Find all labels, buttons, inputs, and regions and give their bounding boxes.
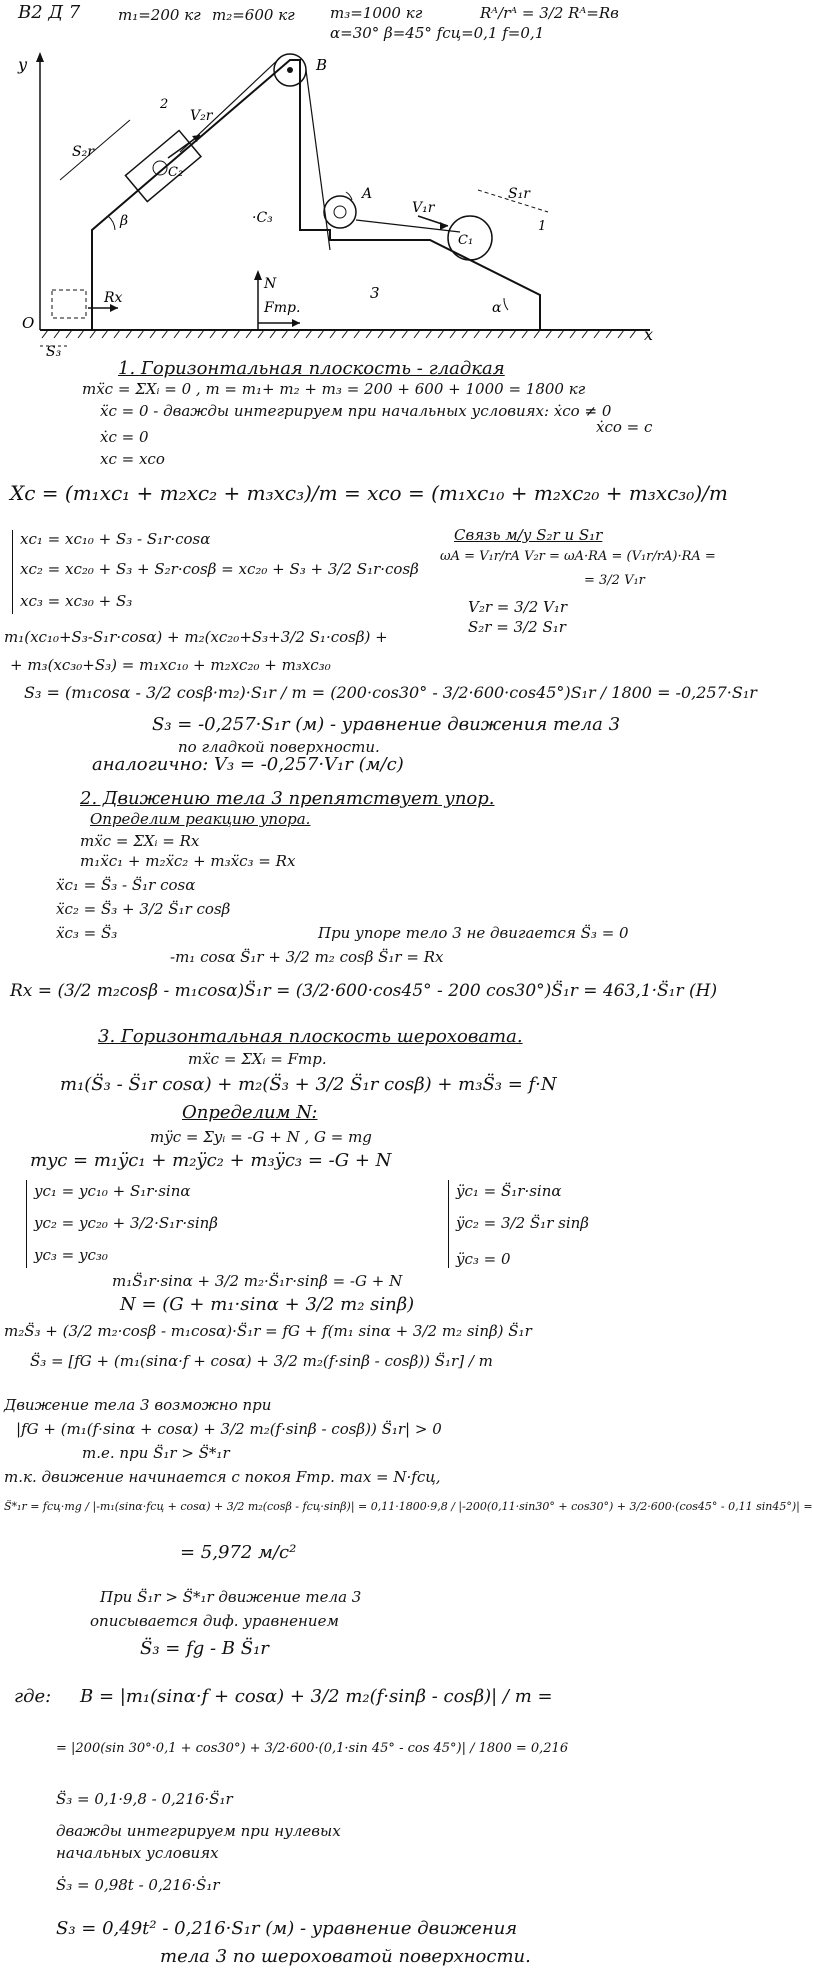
integrate-line1: дважды интегрируем при нулевых: [56, 1822, 341, 1840]
section3-line8: S̈₃ = [fG + (m₁(sinα·f + cosα) + 3/2 m₂(f·sinβ - cosβ)) S̈₁r] / m: [30, 1352, 493, 1370]
mass-m1: m₁=200 кг: [118, 6, 201, 24]
section1-line3: ẋc = 0: [100, 428, 149, 446]
section3-line1: mẍc = ΣXᵢ = Fтр.: [188, 1050, 327, 1068]
system-line2: xc₂ = xc₂₀ + S₃ + S₂r·cosβ = xc₂₀ + S₃ + 3/2 S₁r·cosβ: [20, 560, 419, 578]
y-axis-label: y: [18, 55, 28, 74]
rest-condition: т.к. движение начинается с покоя Fтр. max = N·fсц,: [4, 1468, 441, 1486]
section2-line5: ẍc₃ = S̈₃: [56, 924, 118, 942]
body2-center-label: C₂: [168, 165, 184, 180]
sum-line1: m₁(xc₁₀+S₃-S₁r·cosα) + m₂(xc₂₀+S₃+3/2 S₁·cosβ) +: [4, 628, 388, 646]
b-value: = |200(sin 30°·0,1 + cos30°) + 3/2·600·(0,1·sin 45° - cos 45°)| / 1800 = 0,216: [56, 1741, 569, 1756]
similar-velocity: аналогично: V₃ = -0,257·V₁r (м/с): [92, 754, 404, 775]
section1-line4: xc = xco: [100, 450, 165, 468]
system-brace: [12, 530, 13, 614]
yy-line1: ÿc₁ = S̈₁r·sinα: [456, 1182, 562, 1200]
body1-label: 1: [538, 219, 547, 234]
beta-label: β: [120, 213, 129, 229]
body2-label: 2: [160, 97, 169, 112]
origin-label: O: [22, 314, 35, 332]
section2-line1: mẍc = ΣXᵢ = Rx: [80, 832, 200, 850]
y-system-brace: [26, 1180, 27, 1268]
section1-title: 1. Горизонтальная плоскость - гладкая: [118, 358, 505, 379]
section3-line6: N = (G + m₁·sinα + 3/2 m₂ sinβ): [120, 1294, 415, 1315]
radius-ratio: Rᴬ/rᴬ = 3/2 Rᴬ=Rв: [480, 4, 619, 22]
yy-line3: ÿc₃ = 0: [456, 1250, 511, 1268]
y-line2: yc₂ = yc₂₀ + 3/2·S₁r·sinβ: [34, 1214, 218, 1232]
stop-condition: При упоре тело 3 не двигается S̈₃ = 0: [318, 924, 629, 942]
section3-line3: mÿc = Σyᵢ = -G + N , G = mg: [150, 1128, 372, 1146]
link-line2: = 3/2 V₁r: [584, 573, 645, 588]
motion-condition2: |fG + (m₁(f·sinα + cosα) + 3/2 m₂(f·sinβ - cosβ)) S̈₁r| > 0: [16, 1420, 442, 1438]
section2-line4: ẍc₂ = S̈₃ + 3/2 S̈₁r cosβ: [56, 900, 231, 918]
section3-title: 3. Горизонтальная плоскость шероховата.: [98, 1026, 523, 1047]
link-line4: S₂r = 3/2 S₁r: [468, 618, 566, 636]
variant-label: B2 Д 7: [18, 2, 81, 23]
section1-center-mass: Xc = (m₁xc₁ + m₂xc₂ + m₃xc₃)/m = xco = (m₁xc₁₀ + m₂xc₂₀ + m₃xc₃₀)/m: [10, 481, 728, 505]
rx-label: Rx: [104, 290, 123, 306]
where-label: где:: [14, 1686, 52, 1707]
s3-label: S₃: [46, 344, 62, 360]
s3-result: S₃ = -0,257·S₁r (м) - уравнение движения тела 3: [152, 714, 621, 735]
s2r-label: S₂r: [72, 144, 94, 160]
s3-result-line2: по гладкой поверхности.: [178, 738, 380, 756]
angles-and-friction: α=30° β=45° fсц=0,1 f=0,1: [330, 24, 545, 42]
pulley-a-label: A: [362, 186, 373, 202]
section3-line5: m₁S̈₁r·sinα + 3/2 m₂·S̈₁r·sinβ = -G + N: [112, 1272, 403, 1290]
link-line3: V₂r = 3/2 V₁r: [468, 598, 568, 616]
diff-equation: S̈₃ = fg - B S̈₁r: [140, 1638, 269, 1659]
displacement-equation: S₃ = 0,49t² - 0,216·S₁r (м) - уравнение движения: [56, 1918, 518, 1939]
ground-hatch: [42, 330, 636, 338]
critical-acceleration: S̈*₁r = fсц·mg / |-m₁(sinα·fсц + cosα) + 3/2 m₂(cosβ - fсц·sinβ)| = 0,11·1800·9,8 / |-200(0,11·sin30° + cos30°) + 3/2·600·(cos45° - 0,11 sin45°)| =: [4, 1500, 813, 1513]
yy-line2: ÿc₂ = 3/2 S̈₁r sinβ: [456, 1214, 589, 1232]
pulley-b-label: B: [316, 56, 328, 74]
section1-line2b: ẋco = c: [596, 418, 653, 436]
ftr-label: Fтр.: [264, 300, 301, 316]
section1-line1: mẍc = ΣXᵢ = 0 , m = m₁+ m₂ + m₃ = 200 + 600 + 1000 = 1800 кг: [82, 380, 586, 398]
numeric-equation: S̈₃ = 0,1·9,8 - 0,216·S̈₁r: [56, 1790, 233, 1808]
yy-system-brace: [448, 1180, 449, 1268]
section2-line3: ẍc₁ = S̈₃ - S̈₁r cosα: [56, 876, 196, 894]
b-formula: B = |m₁(sinα·f + cosα) + 3/2 m₂(f·sinβ - cosβ)| / m =: [80, 1686, 553, 1707]
integrate-line2: начальных условиях: [56, 1844, 219, 1862]
velocity-equation: Ṡ₃ = 0,98t - 0,216·Ṡ₁r: [56, 1876, 220, 1894]
mechanism-diagram: [0, 40, 700, 360]
y-line1: yc₁ = yc₁₀ + S₁r·sinα: [34, 1182, 191, 1200]
body3-label: 3: [370, 284, 380, 302]
s1r-label: S₁r: [508, 186, 530, 202]
motion-when1: При S̈₁r > S̈*₁r движение тела 3: [100, 1588, 362, 1606]
s3-formula: S₃ = (m₁cosα - 3/2 cosβ·m₂)·S₁r / m = (200·cos30° - 3/2·600·cos45°)S₁r / 1800 = -0,257·S₁r: [24, 683, 757, 702]
mass-m2: m₂=600 кг: [212, 6, 295, 24]
section1-line2: ẍc = 0 - дважды интегрируем при начальных условиях: ẋco ≠ 0: [100, 402, 612, 420]
x-axis-label: x: [644, 325, 654, 344]
normal-force-title: Определим N:: [182, 1102, 318, 1123]
motion-condition3: т.е. при S̈₁r > S̈*₁r: [82, 1444, 230, 1462]
section3-line2: m₁(S̈₃ - S̈₁r cosα) + m₂(S̈₃ + 3/2 S̈₁r cosβ) + m₃S̈₃ = f·N: [60, 1074, 557, 1095]
link-title: Связь м/у S₂r и S₁r: [454, 526, 603, 544]
v2r-label: V₂r: [190, 108, 213, 124]
mass-m3: m₃=1000 кг: [330, 4, 423, 22]
section2-subtitle: Определим реакцию упора.: [90, 810, 311, 828]
link-line1: ωA = V₁r/rA V₂r = ωA·RA = (V₁r/rA)·RA =: [440, 549, 716, 564]
stop-equation: -m₁ cosα S̈₁r + 3/2 m₂ cosβ S̈₁r = Rx: [170, 948, 444, 966]
section3-line7: m₂S̈₃ + (3/2 m₂·cosβ - m₁cosα)·S̈₁r = fG + f(m₁ sinα + 3/2 m₂ sinβ) S̈₁r: [4, 1322, 532, 1340]
section2-title: 2. Движению тела 3 препятствует упор.: [80, 788, 495, 809]
n-label: N: [264, 276, 277, 292]
section3-line4: myc = m₁ÿc₁ + m₂ÿc₂ + m₃ÿc₃ = -G + N: [30, 1150, 392, 1171]
system-line3: xc₃ = xc₃₀ + S₃: [20, 592, 133, 610]
system-line1: xc₁ = xc₁₀ + S₃ - S₁r·cosα: [20, 530, 211, 548]
y-line3: yc₃ = yc₃₀: [34, 1246, 108, 1264]
motion-when2: описывается диф. уравнением: [90, 1612, 339, 1630]
displacement-equation-line2: тела 3 по шероховатой поверхности.: [160, 1946, 531, 1967]
section2-line2: m₁ẍc₁ + m₂ẍc₂ + m₃ẍc₃ = Rx: [80, 852, 296, 870]
reaction-rx: Rx = (3/2 m₂cosβ - m₁cosα)S̈₁r = (3/2·600·cos45° - 200 cos30°)S̈₁r = 463,1·S̈₁r (Н): [10, 981, 718, 1001]
body1-center-label: C₁: [458, 233, 474, 248]
body3-center-label: ·C₃: [252, 210, 273, 226]
v1r-label: V₁r: [412, 200, 435, 216]
sum-line2: + m₃(xc₃₀+S₃) = m₁xc₁₀ + m₂xc₂₀ + m₃xc₃₀: [10, 656, 331, 674]
motion-condition1: Движение тела 3 возможно при: [4, 1396, 272, 1414]
alpha-label: α: [492, 300, 502, 316]
critical-acceleration-value: = 5,972 м/с²: [180, 1542, 297, 1563]
